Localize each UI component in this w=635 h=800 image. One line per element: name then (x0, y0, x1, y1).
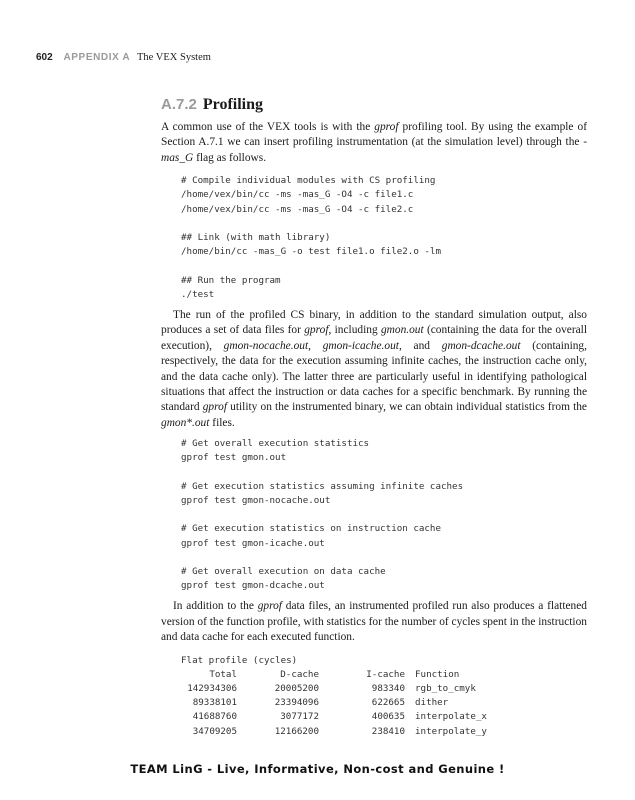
table-header-row (181, 668, 587, 682)
code-line: ## Link (with math library) (181, 232, 331, 244)
table-cell: 34709205 (192, 725, 237, 737)
code-block-gprof (181, 437, 587, 593)
code-line: /home/bin/cc -mas_G -o test file1.o file2.o -lm (181, 246, 441, 258)
code-line: /home/vex/bin/cc -ms -mas_G -O4 -c file1.c (181, 189, 414, 201)
table-cell: 983340 (371, 683, 405, 695)
flat-profile-title: Flat profile (cycles) (181, 654, 298, 666)
running-header (36, 52, 211, 63)
code-line: # Get overall execution on data cache (181, 566, 386, 578)
footer-watermark: TEAM LinG - Live, Informative, Non-cost and Genuine ! (130, 762, 505, 776)
table-cell: dither (415, 697, 449, 709)
code-block-compile (181, 174, 587, 302)
table-cell: 400635 (371, 711, 405, 723)
column-header: I-cache (366, 668, 405, 680)
table-cell: 41688760 (192, 711, 237, 723)
paragraph-flat-profile: In addition to the gprof data files, an instrumented profiled run also produces a flattened version of the function profile, with statistics for the number of cycles spent in the instruction and data cache for each executed function. (161, 600, 587, 644)
appendix-label: APPENDIX A (63, 52, 131, 63)
table-cell: rgb_to_cmyk (415, 683, 476, 695)
section-heading (161, 96, 587, 114)
table-cell: 3077172 (280, 711, 319, 723)
table-cell: 238410 (371, 725, 405, 737)
column-header: D-cache (280, 668, 319, 680)
code-line: gprof test gmon-nocache.out (181, 495, 331, 507)
page-number: 602 (36, 52, 53, 63)
code-line: ## Run the program (181, 274, 281, 286)
flat-profile-table (181, 654, 587, 739)
column-header: Function (415, 668, 460, 680)
code-line: # Get execution statistics assuming infinite caches (181, 480, 464, 492)
table-row (181, 725, 587, 739)
column-header: Total (209, 668, 237, 680)
section-title: Profiling (202, 96, 264, 113)
table-cell: 12166200 (274, 725, 319, 737)
code-line: gprof test gmon.out (181, 452, 287, 464)
table-row (181, 682, 587, 696)
code-line: # Compile individual modules with CS profiling (181, 175, 436, 187)
book-title: The VEX System (137, 52, 211, 63)
code-line: /home/vex/bin/cc -ms -mas_G -O4 -c file2.c (181, 203, 414, 215)
section-profiling (161, 96, 587, 739)
table-cell: 89338101 (192, 697, 237, 709)
table-cell: 20005200 (274, 683, 319, 695)
table-cell: 142934306 (187, 683, 237, 695)
paragraph-data-files: The run of the profiled CS binary, in addition to the standard simulation output, also produces a set of data files for gprof, including gmon.out (containing the data for the overall execution), gmon-nocache.out, gmon-icache.out, and gmon-dcache.out (containing, respectively, the data for the execution assuming infinite caches, the instruction cache only, and the data cache only). The latter three are particularly useful in identifying pathological situations that affect the instruction or data caches for a specific benchmark. By running the standard gprof utility on the instrumented binary, we can obtain individual statistics from the gmon*.out files. (161, 309, 587, 429)
table-cell: 622665 (371, 697, 405, 709)
table-cell: interpolate_x (415, 711, 487, 723)
table-cell: 23394096 (274, 697, 319, 709)
code-line: # Get execution statistics on instruction cache (181, 523, 441, 535)
table-cell: interpolate_y (415, 725, 487, 737)
paragraph-intro: A common use of the VEX tools is with the gprof profiling tool. By using the example of Section A.7.1 we can insert profiling instrumentation (at the simulation level) through the -mas_G flag as follows. (161, 121, 587, 164)
code-line: ./test (181, 288, 215, 300)
table-row (181, 696, 587, 710)
code-line: # Get overall execution statistics (181, 438, 370, 450)
table-row (181, 710, 587, 724)
code-line: gprof test gmon-icache.out (181, 537, 325, 549)
section-number: A.7.2 (161, 96, 197, 113)
code-line: gprof test gmon-dcache.out (181, 580, 325, 592)
